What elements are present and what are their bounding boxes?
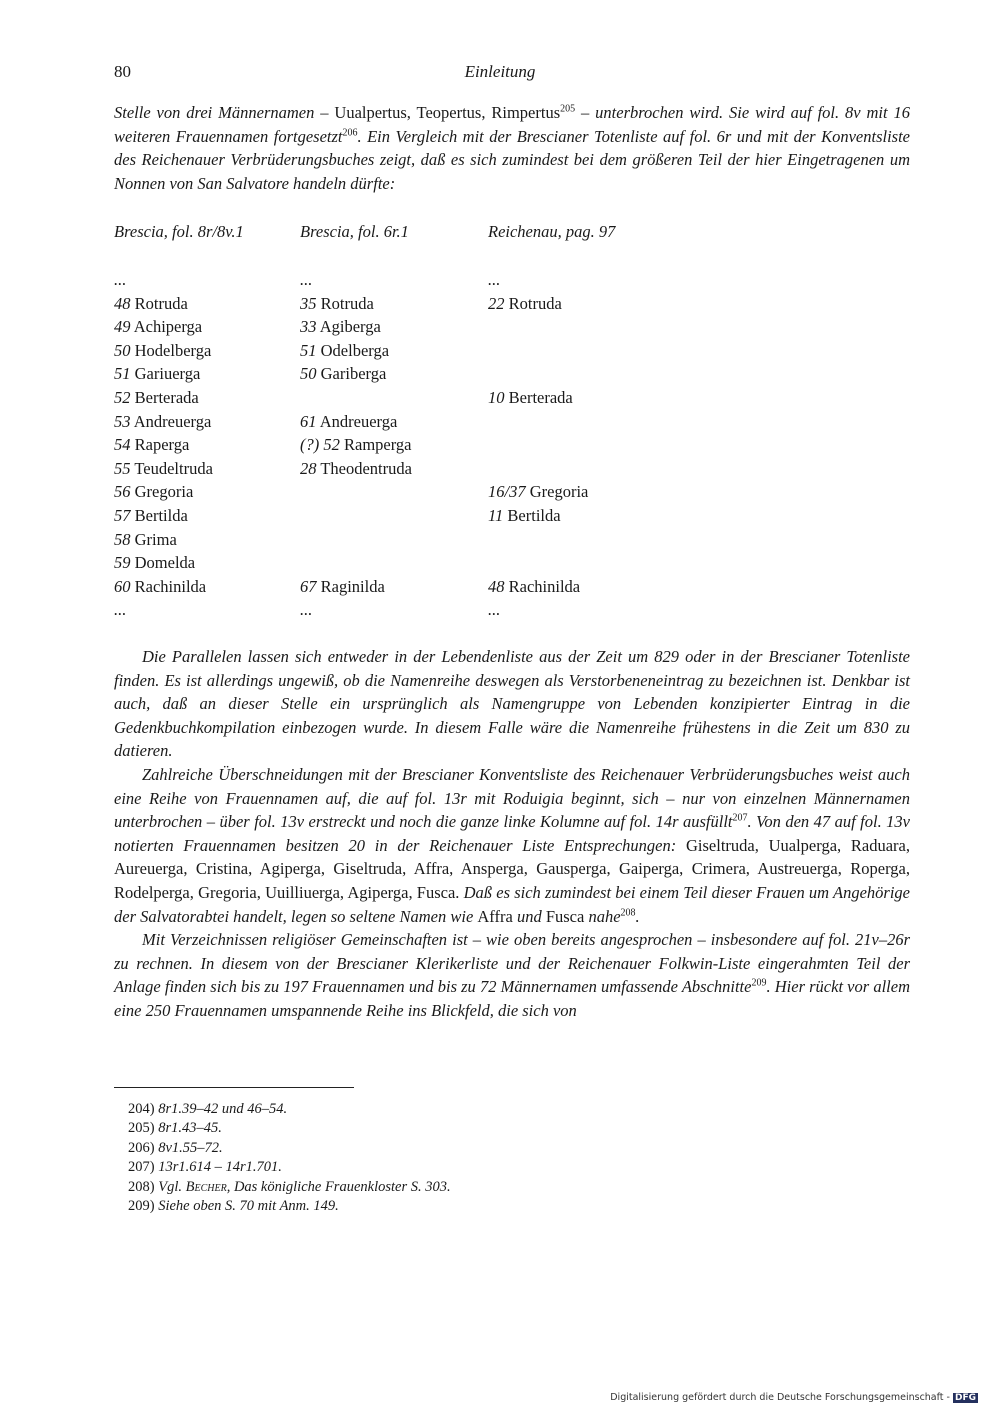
- entry-number: ...: [300, 270, 313, 289]
- entry-number: 57: [114, 505, 131, 525]
- table-row: [114, 575, 213, 599]
- name-column: [114, 268, 213, 622]
- entry-name: Bertilda: [134, 505, 188, 525]
- table-row: [300, 480, 412, 504]
- footnotes: [128, 1100, 451, 1216]
- digitization-credit: [610, 1392, 978, 1403]
- table-row: [300, 410, 412, 434]
- footnote-ref-207[interactable]: 207: [732, 812, 748, 824]
- paragraph-3-text-a: Mit Verzeichnissen religiöser Gemeinschaften ist – wie oben bereits angesprochen – insbesondere auf fol. 21v–26r zu rechnen. In diesem von der Brescianer Klerikerliste und der Reichenauer Folkwin-Liste eingerahmten Teil der Anlage finden sich bis zu 197 Frauennamen und bis zu 72 Männernamen umfassende Abschnitte: [114, 930, 910, 997]
- footnote-206: [128, 1139, 451, 1158]
- table-row: [488, 339, 588, 363]
- entry-name: Rotruda: [320, 293, 374, 313]
- entry-name: Agiberga: [319, 317, 381, 337]
- entry-name: Berterada: [508, 387, 573, 407]
- table-row: [300, 292, 412, 316]
- footnote-204: [128, 1100, 451, 1119]
- paragraph-1-text: Die Parallelen lassen sich entweder in der Lebendenliste aus der Zeit um 829 oder in der Brescianer Totenliste finden. Es ist allerdings ungewiß, ob die Namenreihe deswegen als Verstorbeneneintrag zu bezeichnen ist. Denkbar ist auch, daß an dieser Stelle ein ursprünglich als Namengruppe von Lebenden konzipierter Eintrag in die Gedenkbuchkompilation einbezogen wurde. In diesem Falle wäre die Namenreihe frühestens in die Zeit um 830 zu datieren.: [114, 647, 910, 761]
- entry-name: Bertilda: [507, 505, 561, 525]
- footnote-205: [128, 1119, 451, 1138]
- table-row: [114, 268, 213, 292]
- table-row: [114, 292, 213, 316]
- name-affra: Affra: [477, 906, 513, 926]
- table-row: [488, 362, 588, 386]
- entry-number: 49: [114, 317, 131, 337]
- footnote-ref-209[interactable]: 209: [751, 977, 767, 989]
- entry-name: Theodentruda: [320, 458, 412, 478]
- footnote-number: 206): [128, 1139, 155, 1156]
- intro-text-3: . Ein Vergleich mit der Brescianer Totenliste auf fol. 6r und mit der Konventsliste des Reichenauer Verbrüderungsbuches zeigt, daß es sich zumindest bei dem größeren Teil der hier Eingetragenen um Nonnen von San Salvatore handeln dürfte:: [114, 126, 910, 193]
- footnote-208: [128, 1178, 451, 1197]
- footnote-ref-206[interactable]: 206: [342, 127, 358, 139]
- table-row: [488, 268, 588, 292]
- entry-number: ...: [300, 600, 313, 620]
- entry-number: (?) 52: [300, 435, 340, 455]
- table-row: [300, 315, 412, 339]
- footnote-divider: [114, 1087, 354, 1088]
- paragraph-2-nahe: nahe: [584, 906, 621, 926]
- dfg-logo: DFG: [954, 1393, 976, 1403]
- entry-name: Raperga: [134, 435, 190, 455]
- entry-number: 48: [488, 576, 505, 596]
- entry-number: ...: [488, 270, 501, 289]
- entry-number: 53: [114, 411, 131, 431]
- entry-number: ...: [114, 600, 127, 620]
- entry-number: 51: [114, 364, 131, 384]
- paragraph-2-end: .: [635, 906, 640, 926]
- table-row: [300, 268, 412, 292]
- table-row: [300, 551, 412, 575]
- paragraph-3-text-b: . Hier rückt vor allem eine 250 Frauennamen umspannende Reihe ins Blickfeld, die sich von: [114, 977, 910, 1020]
- entry-number: 22: [488, 293, 505, 313]
- paragraph-2-text-a: Zahlreiche Überschneidungen mit der Brescianer Konventsliste des Reichenauer Verbrüderungsbuches weist auch eine Reihe von Frauennamen auf, die auf fol. 13r mit Roduigia beginnt, sich – nur von einzelnen Männernamen unterbrochen – über fol. 13v erstreckt und noch die ganze linke Kolumne auf fol. 14r ausfüllt: [114, 764, 910, 832]
- table-row: [488, 292, 588, 316]
- column-header-3: Reichenau, pag. 97: [488, 222, 616, 241]
- table-row: [300, 575, 412, 599]
- footnote-number: 209): [128, 1198, 155, 1215]
- table-row: [114, 457, 213, 481]
- page-number: 80: [114, 62, 131, 81]
- paragraph-2-und: und: [512, 906, 546, 926]
- footnote-ref-208[interactable]: 208: [620, 907, 636, 919]
- entry-name: Gariberga: [320, 364, 387, 384]
- paragraph-3: [114, 928, 910, 1022]
- entry-name: Rachinilda: [134, 576, 207, 596]
- entry-number: 33: [300, 317, 317, 337]
- entry-name: Grima: [134, 529, 177, 549]
- table-row: [114, 504, 213, 528]
- paragraph-2-names: Giseltruda, Uualperga, Raduara, Aureuerga, Cristina, Agiperga, Giseltruda, Affra, Ansperga, Gausperga, Gaiperga, Crimera, Austreuerga, Roperga, Rodelperga, Gregoria, Uuilliuerga, Agiperga, Fusca.: [114, 835, 910, 902]
- credit-text: Digitalisierung gefördert durch die Deutsche Forschungsgemeinschaft -: [610, 1392, 950, 1403]
- table-row: [300, 386, 412, 410]
- entry-name: Gariuerga: [134, 364, 201, 384]
- entry-name: Gregoria: [134, 482, 194, 502]
- column-header-1: Brescia, fol. 8r/8v.1: [114, 222, 244, 241]
- entry-name: Andreuerga: [319, 411, 398, 431]
- footnote-number: 207): [128, 1159, 155, 1176]
- entry-name: Hodelberga: [134, 340, 212, 360]
- entry-number: 55: [114, 458, 131, 478]
- body-text: [114, 645, 910, 1023]
- table-row: [300, 528, 412, 552]
- table-row: [114, 410, 213, 434]
- paragraph-1: [114, 645, 910, 763]
- table-row: [300, 457, 412, 481]
- footnote-author: Becher: [185, 1178, 227, 1195]
- name-column: [488, 268, 588, 622]
- table-row: [488, 504, 588, 528]
- table-row: [300, 339, 412, 363]
- entry-number: 50: [300, 364, 317, 384]
- entry-name: Berterada: [134, 387, 199, 407]
- entry-number: ...: [114, 270, 127, 289]
- footnote-number: 205): [128, 1120, 155, 1137]
- footnote-text: 13r1.614 – 14r1.701.: [158, 1159, 282, 1176]
- entry-number: 51: [300, 340, 317, 360]
- running-head: Einleitung: [464, 62, 536, 81]
- paragraph-2-text-b: . Von den 47 auf fol. 13v notierten Frauennamen besitzen 20 in der Reichenauer Liste Entsprechungen:: [114, 812, 910, 855]
- table-row: [114, 315, 213, 339]
- footnote-207: [128, 1158, 451, 1177]
- table-row: [114, 433, 213, 457]
- entry-name: Achiperga: [133, 317, 203, 337]
- column-header-2: Brescia, fol. 6r.1: [300, 222, 409, 241]
- entry-name: Teudeltruda: [134, 458, 213, 478]
- entry-name: Rotruda: [508, 293, 562, 313]
- name-fusca: Fusca: [545, 906, 585, 926]
- entry-name: Domelda: [134, 553, 196, 573]
- entry-number: 60: [114, 576, 131, 596]
- table-row: [114, 386, 213, 410]
- entry-name: Rachinilda: [508, 576, 581, 596]
- table-row: [114, 362, 213, 386]
- intro-names: Uualpertus, Teopertus, Rimpertus: [334, 103, 561, 122]
- entry-number: 61: [300, 411, 317, 431]
- entry-number: 58: [114, 529, 131, 549]
- intro-text-1: Stelle von drei Männernamen –: [114, 103, 335, 122]
- entry-name: Odelberga: [320, 340, 390, 360]
- footnote-ref-205[interactable]: 205: [560, 103, 576, 115]
- intro-text-2: – unterbrochen wird. Sie wird auf fol. 8v mit 16 weiteren Frauennamen fortgesetzt: [114, 103, 910, 146]
- footnote-number: 204): [128, 1101, 155, 1117]
- table-row: [300, 598, 412, 622]
- table-row: [488, 598, 588, 622]
- table-row: [114, 551, 213, 575]
- paragraph-2-text-c: Daß es sich zumindest bei einem Teil dieser Frauen um Angehörige der Salvatorabtei handelt, legen so seltene Namen wie: [114, 882, 910, 926]
- entry-number: 50: [114, 340, 131, 360]
- table-row: [488, 480, 588, 504]
- footnote-209: [128, 1197, 451, 1216]
- footnote-text: Vgl.: [158, 1178, 186, 1195]
- paragraph-2: [114, 763, 910, 928]
- table-row: [300, 362, 412, 386]
- name-column: [300, 268, 412, 622]
- entry-name: Ramperga: [344, 435, 412, 455]
- table-row: [488, 433, 588, 457]
- table-row: [488, 551, 588, 575]
- table-row: [488, 528, 588, 552]
- entry-number: 28: [300, 458, 317, 478]
- table-row: [488, 386, 588, 410]
- table-row: [488, 410, 588, 434]
- entry-name: Rotruda: [134, 293, 188, 313]
- entry-number: 52: [114, 387, 131, 407]
- table-row: [114, 339, 213, 363]
- entry-name: Gregoria: [529, 482, 589, 502]
- entry-number: 16/37: [488, 482, 526, 502]
- entry-number: 35: [300, 293, 317, 313]
- entry-number: 59: [114, 553, 131, 573]
- footnote-number: 208): [128, 1178, 155, 1195]
- footnote-text: 8r1.39–42 und 46–54.: [158, 1101, 288, 1117]
- entry-number: 67: [300, 576, 317, 596]
- table-row: [488, 575, 588, 599]
- entry-number: 11: [488, 505, 504, 525]
- entry-number: 48: [114, 293, 131, 313]
- table-row: [114, 480, 213, 504]
- table-row: [114, 598, 213, 622]
- footnote-text: 8v1.55–72.: [158, 1139, 223, 1156]
- entry-number: 56: [114, 482, 131, 502]
- footnote-text: 8r1.43–45.: [158, 1120, 222, 1137]
- footnote-text: , Das königliche Frauenkloster S. 303.: [226, 1178, 451, 1195]
- footnote-text: Siehe oben S. 70 mit Anm. 149.: [158, 1198, 339, 1215]
- table-row: [300, 504, 412, 528]
- table-row: [114, 528, 213, 552]
- intro-paragraph: [114, 101, 910, 195]
- entry-number: 10: [488, 387, 505, 407]
- entry-name: Raginilda: [320, 576, 385, 596]
- entry-number: ...: [488, 600, 501, 620]
- entry-name: Andreuerga: [133, 411, 212, 431]
- entry-number: 54: [114, 435, 131, 455]
- table-row: [488, 315, 588, 339]
- table-row: [300, 433, 412, 457]
- table-row: [488, 457, 588, 481]
